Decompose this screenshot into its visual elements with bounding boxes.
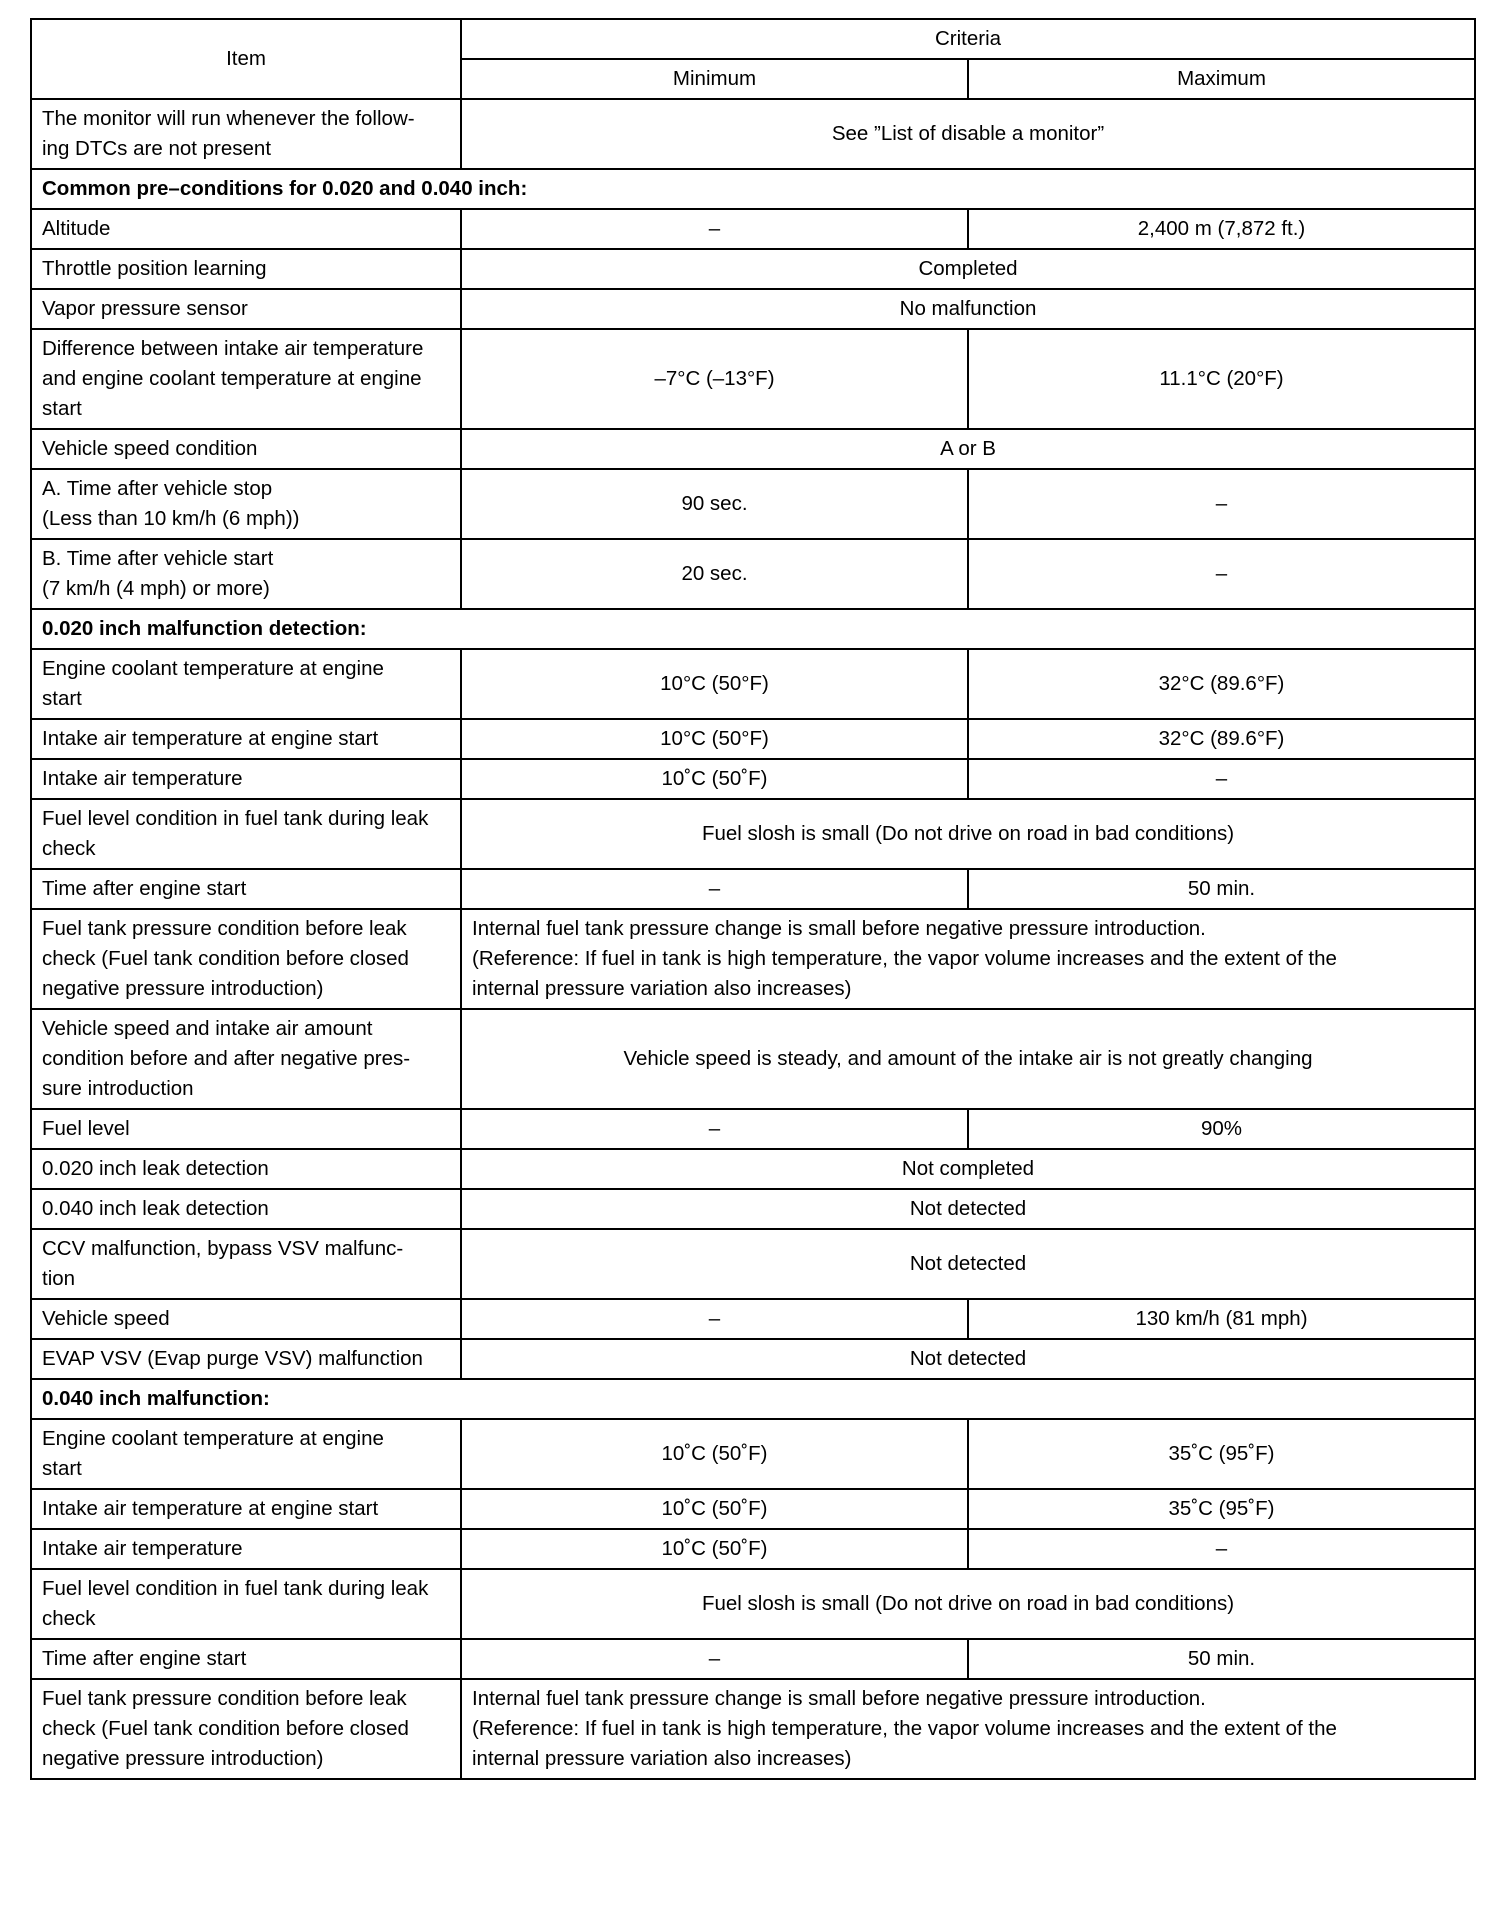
criteria-cell	[461, 1189, 1475, 1229]
item-cell-text: Intake air temperature at engine start	[42, 1497, 379, 1520]
item-cell-text: Vehicle speed condition	[42, 437, 258, 460]
criteria-cell-text: No malfunction	[899, 297, 1037, 320]
item-cell-text: Vapor pressure sensor	[42, 297, 248, 320]
criteria-cell	[461, 1229, 1475, 1299]
item-cell-text: Intake air temperature	[42, 767, 243, 790]
maximum-cell-text: 11.1°C (20°F)	[1159, 367, 1284, 390]
item-cell	[31, 1009, 461, 1109]
criteria-cell-text: Completed	[918, 257, 1018, 280]
item-cell	[31, 99, 461, 169]
item-cell-text: Intake air temperature at engine start	[42, 727, 379, 750]
item-cell	[31, 1149, 461, 1189]
criteria-note-cell-text: Internal fuel tank pressure change is small before negative pressure introduction. (Reference: If fuel in tank is high temperature, the vapor volume increases and the extent of the internal pressure variation also increases)	[472, 917, 1337, 1000]
minimum-cell-text: –	[708, 877, 721, 900]
table-row	[31, 1639, 1475, 1679]
maximum-cell	[968, 1489, 1475, 1529]
minimum-cell-text: –	[708, 1307, 721, 1330]
table-row	[31, 1229, 1475, 1299]
section-row	[31, 1379, 1475, 1419]
maximum-cell	[968, 469, 1475, 539]
criteria-cell-text: Not detected	[909, 1347, 1027, 1370]
minimum-cell-text: 10°C (50°F)	[660, 727, 769, 750]
table-row	[31, 469, 1475, 539]
maximum-cell-text: –	[1215, 767, 1228, 790]
minimum-cell	[461, 759, 968, 799]
maximum-cell	[968, 719, 1475, 759]
item-cell	[31, 209, 461, 249]
maximum-header: Maximum	[968, 59, 1475, 99]
item-cell-text: Intake air temperature	[42, 1537, 243, 1560]
item-cell	[31, 1109, 461, 1149]
maximum-cell-text: 32°C (89.6°F)	[1158, 727, 1285, 750]
item-cell-text: EVAP VSV (Evap purge VSV) malfunction	[42, 1347, 423, 1370]
table-row	[31, 1569, 1475, 1639]
criteria-cell-text: Fuel slosh is small (Do not drive on road in bad conditions)	[701, 1592, 1235, 1615]
table-row	[31, 539, 1475, 609]
table-row	[31, 649, 1475, 719]
item-cell	[31, 1529, 461, 1569]
criteria-cell	[461, 1569, 1475, 1639]
table-row	[31, 799, 1475, 869]
minimum-cell-text: –	[708, 217, 721, 240]
table-row	[31, 1299, 1475, 1339]
item-cell	[31, 1569, 461, 1639]
criteria-cell-text: See ”List of disable a monitor”	[831, 122, 1105, 145]
item-cell-text: Throttle position learning	[42, 257, 267, 280]
section-heading	[31, 1379, 1475, 1419]
table-row	[31, 719, 1475, 759]
item-cell	[31, 759, 461, 799]
maximum-cell	[968, 1109, 1475, 1149]
minimum-cell-text: –7°C (–13°F)	[654, 367, 775, 390]
item-cell	[31, 289, 461, 329]
item-cell-text: Fuel tank pressure condition before leak check (Fuel tank condition before closed negative pressure introduction)	[42, 1687, 409, 1770]
item-cell	[31, 1419, 461, 1489]
item-cell-text: Time after engine start	[42, 1647, 247, 1670]
item-cell-text: Difference between intake air temperature and engine coolant temperature at engine start	[42, 337, 424, 420]
table-row	[31, 249, 1475, 289]
table-row	[31, 1189, 1475, 1229]
minimum-cell	[461, 1299, 968, 1339]
minimum-cell	[461, 539, 968, 609]
criteria-note-cell	[461, 1679, 1475, 1779]
table-row	[31, 759, 1475, 799]
item-cell-text: CCV malfunction, bypass VSV malfunc- tion	[42, 1237, 404, 1290]
item-cell-text: Engine coolant temperature at engine start	[42, 1427, 384, 1480]
item-cell	[31, 869, 461, 909]
table-row	[31, 1109, 1475, 1149]
table-row	[31, 209, 1475, 249]
section-heading	[31, 169, 1475, 209]
section-row	[31, 169, 1475, 209]
maximum-cell-text: 130 km/h (81 mph)	[1135, 1307, 1308, 1330]
item-cell	[31, 1229, 461, 1299]
maximum-cell	[968, 1529, 1475, 1569]
criteria-cell-text: Not detected	[909, 1197, 1027, 1220]
table-row	[31, 1339, 1475, 1379]
maximum-cell	[968, 869, 1475, 909]
criteria-cell	[461, 1149, 1475, 1189]
criteria-cell-text: Not completed	[901, 1157, 1035, 1180]
criteria-cell	[461, 799, 1475, 869]
criteria-cell-text: Fuel slosh is small (Do not drive on road in bad conditions)	[701, 822, 1235, 845]
criteria-note-cell	[461, 909, 1475, 1009]
minimum-cell-text: 90 sec.	[681, 492, 748, 515]
item-cell-text: Fuel level	[42, 1117, 130, 1140]
item-cell-text: Fuel tank pressure condition before leak check (Fuel tank condition before closed negative pressure introduction)	[42, 917, 409, 1000]
maximum-cell	[968, 1419, 1475, 1489]
item-cell	[31, 1489, 461, 1529]
minimum-cell-text: 10˚C (50˚F)	[661, 767, 768, 790]
minimum-cell-text: –	[708, 1647, 721, 1670]
minimum-cell-text: –	[708, 1117, 721, 1140]
minimum-cell-text: 10˚C (50˚F)	[661, 1442, 768, 1465]
table-row	[31, 1679, 1475, 1779]
minimum-cell	[461, 649, 968, 719]
item-cell	[31, 1299, 461, 1339]
item-cell-text: 0.020 inch leak detection	[42, 1157, 269, 1180]
minimum-cell	[461, 1639, 968, 1679]
table-row	[31, 1009, 1475, 1109]
minimum-cell	[461, 209, 968, 249]
item-cell-text: B. Time after vehicle start (7 km/h (4 mph) or more)	[42, 547, 274, 600]
criteria-cell	[461, 429, 1475, 469]
item-cell	[31, 909, 461, 1009]
table-row	[31, 1419, 1475, 1489]
header-row	[31, 19, 1475, 59]
maximum-cell-text: –	[1215, 492, 1228, 515]
section-heading-text: 0.020 inch malfunction detection:	[42, 617, 367, 640]
item-cell	[31, 1339, 461, 1379]
table-row	[31, 99, 1475, 169]
item-cell	[31, 469, 461, 539]
minimum-cell	[461, 1419, 968, 1489]
table-row	[31, 429, 1475, 469]
maximum-cell-text: –	[1215, 562, 1228, 585]
criteria-cell-text: Vehicle speed is steady, and amount of the intake air is not greatly changing	[623, 1047, 1313, 1070]
criteria-table-body	[31, 19, 1475, 1779]
item-cell	[31, 799, 461, 869]
item-cell-text: The monitor will run whenever the follow- ing DTCs are not present	[42, 107, 415, 160]
table-row	[31, 869, 1475, 909]
item-cell-text: Altitude	[42, 217, 111, 240]
item-cell-text: A. Time after vehicle stop (Less than 10 km/h (6 mph))	[42, 477, 300, 530]
maximum-cell	[968, 209, 1475, 249]
minimum-cell	[461, 1109, 968, 1149]
item-cell	[31, 719, 461, 759]
minimum-cell	[461, 329, 968, 429]
criteria-cell	[461, 1009, 1475, 1109]
section-heading-text: 0.040 inch malfunction:	[42, 1387, 270, 1410]
maximum-cell-text: 32°C (89.6°F)	[1158, 672, 1285, 695]
maximum-cell	[968, 539, 1475, 609]
item-header: Item	[31, 19, 461, 99]
section-row	[31, 609, 1475, 649]
minimum-cell-text: 20 sec.	[681, 562, 748, 585]
item-cell-text: Engine coolant temperature at engine start	[42, 657, 384, 710]
minimum-cell	[461, 469, 968, 539]
item-cell	[31, 1189, 461, 1229]
criteria-note-cell-text: Internal fuel tank pressure change is small before negative pressure introduction. (Reference: If fuel in tank is high temperature, the vapor volume increases and the extent of the internal pressure variation also increases)	[472, 1687, 1337, 1770]
minimum-cell	[461, 869, 968, 909]
criteria-cell	[461, 289, 1475, 329]
maximum-cell	[968, 329, 1475, 429]
item-cell-text: Fuel level condition in fuel tank during leak check	[42, 807, 429, 860]
minimum-cell	[461, 719, 968, 759]
maximum-cell-text: 50 min.	[1187, 877, 1256, 900]
maximum-cell	[968, 759, 1475, 799]
item-cell-text: Fuel level condition in fuel tank during leak check	[42, 1577, 429, 1630]
minimum-cell-text: 10°C (50°F)	[660, 672, 769, 695]
section-heading-text: Common pre–conditions for 0.020 and 0.040 inch:	[42, 177, 528, 200]
criteria-cell	[461, 99, 1475, 169]
item-cell-text: 0.040 inch leak detection	[42, 1197, 269, 1220]
table-row	[31, 1489, 1475, 1529]
item-cell-text: Time after engine start	[42, 877, 247, 900]
maximum-cell	[968, 649, 1475, 719]
maximum-cell-text: 2,400 m (7,872 ft.)	[1137, 217, 1306, 240]
item-cell	[31, 1679, 461, 1779]
item-cell	[31, 1639, 461, 1679]
maximum-cell-text: 50 min.	[1187, 1647, 1256, 1670]
minimum-header: Minimum	[461, 59, 968, 99]
minimum-cell-text: 10˚C (50˚F)	[661, 1497, 768, 1520]
item-cell	[31, 649, 461, 719]
criteria-cell-text: A or B	[940, 437, 996, 460]
minimum-cell-text: 10˚C (50˚F)	[661, 1537, 768, 1560]
item-cell	[31, 429, 461, 469]
table-row	[31, 329, 1475, 429]
item-cell	[31, 329, 461, 429]
maximum-cell-text: 35˚C (95˚F)	[1168, 1442, 1275, 1465]
criteria-header: Criteria	[461, 19, 1475, 59]
item-cell	[31, 249, 461, 289]
table-row	[31, 1149, 1475, 1189]
item-cell	[31, 539, 461, 609]
maximum-cell	[968, 1299, 1475, 1339]
item-cell-text: Vehicle speed and intake air amount condition before and after negative pres- sure introduction	[42, 1017, 411, 1100]
criteria-table	[30, 18, 1476, 1780]
maximum-cell-text: –	[1215, 1537, 1228, 1560]
table-row	[31, 909, 1475, 1009]
criteria-cell-text: Not detected	[909, 1252, 1027, 1275]
item-cell-text: Vehicle speed	[42, 1307, 170, 1330]
criteria-cell	[461, 249, 1475, 289]
table-row	[31, 1529, 1475, 1569]
criteria-cell	[461, 1339, 1475, 1379]
maximum-cell-text: 90%	[1200, 1117, 1243, 1140]
maximum-cell	[968, 1639, 1475, 1679]
table-row	[31, 289, 1475, 329]
section-heading	[31, 609, 1475, 649]
minimum-cell	[461, 1529, 968, 1569]
minimum-cell	[461, 1489, 968, 1529]
maximum-cell-text: 35˚C (95˚F)	[1168, 1497, 1275, 1520]
